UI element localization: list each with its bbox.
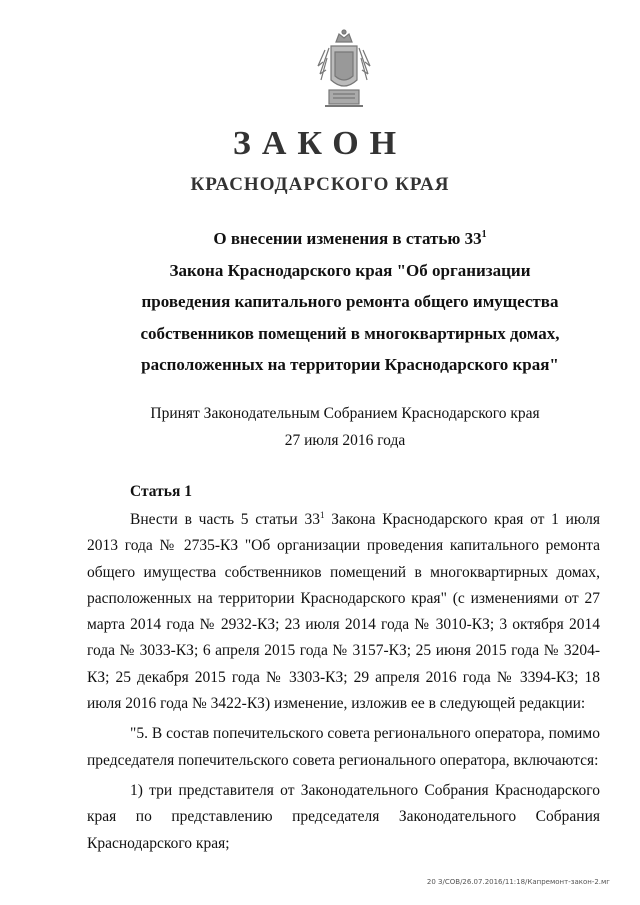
krasnodar-coat-of-arms-icon bbox=[317, 28, 371, 112]
heading-line-1: О внесении изменения в статью $33^1$ bbox=[213, 229, 487, 248]
heading-line-4: собственников помещений в многоквартирных домах, bbox=[140, 323, 560, 343]
adoption-date: 27 июля 2016 года bbox=[284, 432, 406, 449]
law-heading bbox=[100, 219, 600, 381]
heading-line-3: проведения капитального ремонта общего имущества bbox=[141, 292, 559, 311]
footer-file-code: 20 З/СОВ/26.07.2016/11:18/Капремонт-закон-2.мг bbox=[426, 878, 610, 886]
article-label: Статья 1 bbox=[130, 483, 192, 500]
adoption-note bbox=[0, 400, 640, 454]
paragraph-item-1: 1) три представителя от Законодательного Собрания Краснодарского края по представлению председателя Законодательного Собрания Краснодарского края; bbox=[87, 781, 600, 852]
adoption-line: Принят Законодательным Собранием Краснодарского края bbox=[150, 405, 540, 422]
heading-line-2: Закона Краснодарского края "Об организации bbox=[169, 260, 531, 280]
heading-superscript: 1 bbox=[481, 229, 487, 240]
heading-line-5: расположенных на территории Краснодарского края" bbox=[141, 355, 559, 374]
law-title: ЗАКОН bbox=[232, 125, 408, 162]
paragraph-superscript: 1 bbox=[319, 510, 325, 520]
region-subtitle: КРАСНОДАРСКОГО КРАЯ bbox=[190, 174, 450, 195]
paragraph-amendment: Внести в часть 5 статьи $33^1$ Закона Краснодарского края от 1 июля 2013 года № 2735-КЗ "Об организации проведения капитального ремонта общего имущества собственников помещений в многоквартирных домах, расположенных на территории Краснодарского края" (с изменениями от 27 марта 2014 года № 2932-КЗ; 23 июля 2014 года № 3010-КЗ; 3 октября 2014 года № 3033-КЗ; 6 апреля 2015 года № 3157-КЗ; 25 июня 2015 года № 3204-КЗ; 25 декабря 2015 года № 3303-КЗ; 29 апреля 2016 года № 3394-КЗ; 18 июля 2016 года № 3422-КЗ) изменение, изложив ее в следующей редакции: bbox=[87, 510, 600, 713]
paragraph-quote-start: "5. В состав попечительского совета регионального оператора, помимо председателя попечительского совета регионального оператора, включаются: bbox=[87, 725, 600, 769]
article-body bbox=[87, 507, 600, 857]
